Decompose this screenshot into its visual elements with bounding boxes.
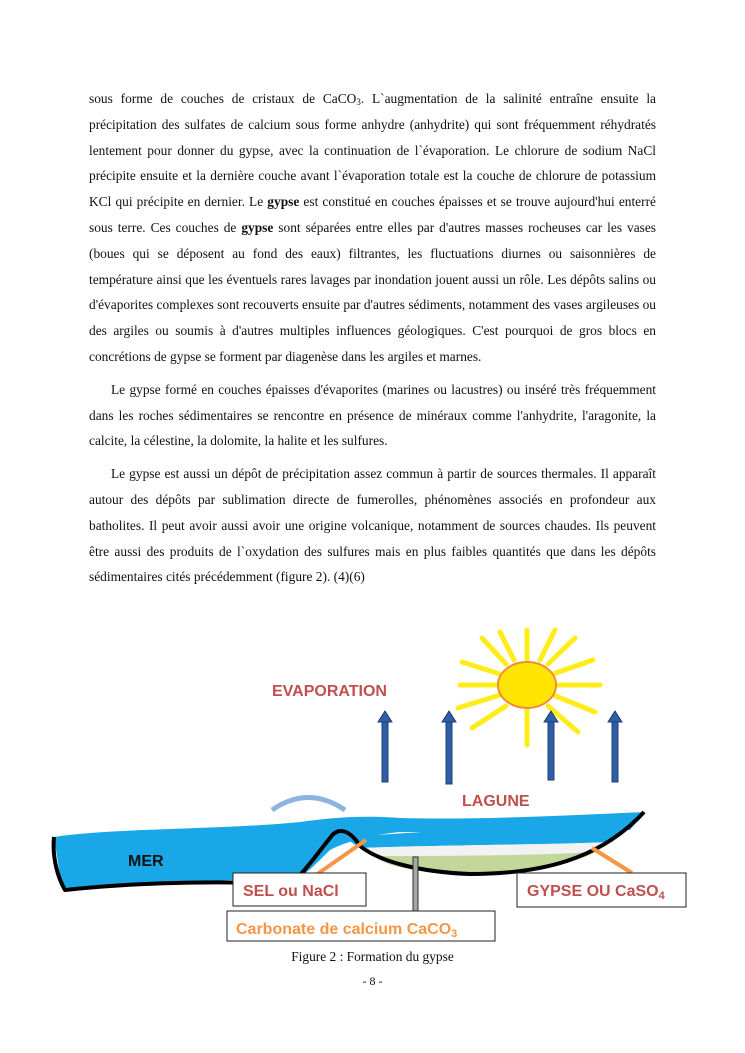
gypse-formation-figure [0,620,745,945]
paragraph-1-part-d: sont séparées entre elles par d'autres masses rocheuses car les vases (boues qui se déposent au fond des eaux) filtrantes, les fluctuations diurnes ou saisonnières de température ainsi que les éventuels rares lavages par inondation jouent aussi un rôle. Les dépôts salins ou d'évaporites complexes sont recouverts ensuite par d'autres sédiments, notamment des vases argileuses ou des argiles ou soumis à d'autres multiples influences géologiques. C'est pourquoi de gros blocs en concrétions de gypse se forment par diagenèse dans les argiles et marnes. [89,219,657,364]
arrow-up-icon [608,711,622,782]
paragraph-1 [89,86,656,370]
gypse-label-sub: 4 [658,890,665,902]
paragraph-1-part-a: sous forme de couches de cristaux de CaCO [89,91,357,106]
mer-label: MER [128,853,164,870]
gypse-label [527,883,666,902]
barrier-arc [272,798,345,811]
carbonate-label [236,921,457,940]
gypse-label-text: GYPSE OU CaSO [527,883,659,900]
carbonate-label-sub: 3 [451,928,458,940]
carbonate-label-text: Carbonate de calcium CaCO [236,921,452,938]
bold-gypse-1: gypse [267,194,300,210]
sun-icon [498,662,556,708]
evaporation-label: EVAPORATION [272,683,387,700]
body-text [89,86,656,597]
figure-caption: Figure 2 : Formation du gypse [291,949,454,964]
bold-gypse-2: gypse [241,219,274,235]
arrow-up-icon [442,711,456,784]
paragraph-2: Le gypse formé en couches épaisses d'évaporites (marines ou lacustres) ou inséré très fréquemment dans les roches sédimentaires se rencontre en présence de minéraux comme l'anhydrite, l'aragonite, la calcite, la célestine, la dolomite, la halite et les sulfures. [89,381,656,449]
arrow-up-icon [378,711,392,782]
arrow-up-icon [544,711,558,780]
carbonate-pointer [413,857,418,912]
gypse-pointer [592,848,632,873]
paragraph-1-part-c: est constitué en couches épaisses et se trouve aujourd'hui enterré sous terre. Ces couches de [89,194,656,235]
subscript-3: 3 [356,97,361,107]
paragraph-3: Le gypse est aussi un dépôt de précipitation assez commun à partir de sources thermales. Il apparaît autour des dépôts par sublimation directe de fumerolles, phénomènes associés en profondeur aux batholites. Il peut avoir aussi avoir une origine volcanique, notamment de sources chaudes. Ils peuvent être aussi des produits de l`oxydation des sulfures mais en plus faibles quantités que dans les dépôts sédimentaires cités précédemment (figure 2). (4)(6) [89,466,656,585]
evaporation-arrows [378,711,622,784]
page-number: - 8 - [362,974,383,988]
sel-label: SEL ou NaCl [243,883,339,900]
lagune-label: LAGUNE [462,793,530,810]
paragraph-1-part-b: . L`augmentation de la salinité entraîne ensuite la précipitation des sulfates de calcium sous forme anhydre (anhydrite) qui sont fréquemment réhydratés lentement pour donner du gypse, avec la continuation de l`évaporation. Le chlorure de sodium NaCl précipite ensuite et la dernière couche avant l`évaporation totale est la couche de chlorure de potassium KCl qui précipite en dernier. Le [89,91,656,210]
